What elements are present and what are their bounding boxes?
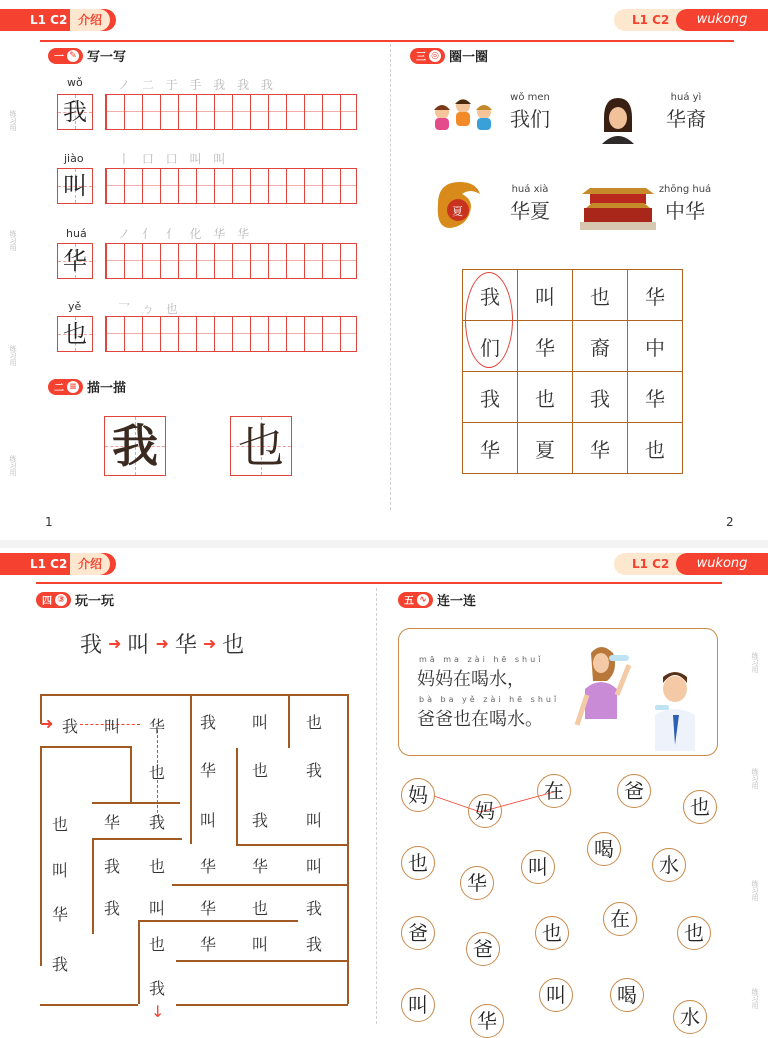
word-bubble[interactable]: 华 [470,1004,504,1038]
sequence-char: 华 [174,633,197,658]
word-bubble[interactable]: 也 [535,916,569,950]
trace-character: 我 [112,419,158,473]
maze-cell[interactable]: 也 [148,763,165,782]
brand-course-code: L1 C2 [632,13,670,27]
grid-cell[interactable]: 中 [628,321,683,372]
word-bubble[interactable]: 水 [652,848,686,882]
circle-icon: ◎ [429,50,441,62]
section-write-header [48,46,126,65]
maze-cell[interactable]: 叫 [51,861,68,880]
maze-cell[interactable]: 华 [199,857,216,876]
stroke-order: 乛 ㄅ 也 [118,302,182,316]
word-bubble[interactable]: 也 [683,790,717,824]
trace-icon: ≡ [67,381,79,393]
maze-cell[interactable]: 我 [61,717,78,736]
answer-circle [465,272,513,368]
word-hanzi: 我们 [510,107,550,131]
arrow-right-icon: ➜ [202,634,217,653]
story-line: 爸爸也在喝水。 [417,709,543,730]
trace-character: 也 [238,419,284,473]
pencil-icon: ✎ [67,50,79,62]
maze-cell[interactable]: 也 [51,815,68,834]
grid-cell[interactable]: 华 [463,423,518,474]
section-number-badge [410,48,445,64]
word-hanzi: 华裔 [666,107,706,131]
side-note: 练习用 [751,880,759,901]
course-code: L1 C2 [30,557,68,571]
grid-cell[interactable]: 叫 [518,270,573,321]
story-pinyin: bà ba yě zài hē shuǐ [419,695,560,704]
word-bubble[interactable]: 叫 [539,978,573,1012]
header-rule [40,40,734,42]
story-line: 妈妈在喝水， [417,669,525,690]
course-code: L1 C2 [30,13,68,27]
model-character-text: 叫 [63,172,87,200]
word-bubble[interactable]: 华 [460,866,494,900]
section-number: 四 [42,596,52,607]
side-note: 练习用 [751,652,759,673]
maze-cell[interactable]: 我 [305,761,322,780]
maze-cell[interactable]: 我 [199,713,216,732]
section-title: 连一连 [437,594,477,609]
maze-cell[interactable]: 也 [305,713,322,732]
maze-cell[interactable]: 我 [148,813,165,832]
word-bubble[interactable]: 叫 [401,988,435,1022]
maze-cell[interactable]: 我 [251,811,268,830]
word-bubble[interactable]: 叫 [521,850,555,884]
word-pinyin: huá xià [511,184,549,195]
grid-cell[interactable]: 夏 [518,423,573,474]
side-note: 练习用 [9,345,17,366]
word-huaxia [500,184,560,224]
maze-cell[interactable]: 我 [103,899,120,918]
grid-row [463,372,683,423]
model-character-text: 也 [63,320,87,348]
model-character-text: 华 [63,247,87,275]
word-bubble[interactable]: 水 [673,1000,707,1034]
maze-cell[interactable]: 叫 [103,717,120,736]
word-bubble[interactable]: 喝 [587,832,621,866]
brand-course-code: L1 C2 [632,557,670,571]
section-number: 二 [54,383,64,394]
model-character [57,316,93,352]
page-number-right: 2 [726,515,734,529]
section-number-badge [48,379,83,395]
word-pinyin: wǒ men [510,92,550,103]
maze-cell[interactable]: 叫 [305,857,322,876]
word-pinyin: huá yì [670,92,702,103]
maze-cell[interactable]: 我 [51,955,68,974]
model-character-text: 我 [63,98,87,126]
page-number-left: 1 [45,515,53,529]
maze-cell[interactable]: 华 [251,857,268,876]
bubble-field [0,548,768,1033]
course-tab: 介绍 [70,553,110,575]
maze-start-arrow-icon: ➜ [40,714,54,733]
pinyin-label: yě [68,300,82,313]
side-note: 练习用 [751,988,759,1009]
model-character [57,94,93,130]
model-character [57,168,93,204]
maze-cell[interactable]: 华 [103,813,120,832]
brand-tag [614,9,768,31]
section-number: 三 [416,52,426,63]
side-note: 练习用 [9,230,17,251]
section-number: 一 [54,52,64,63]
word-bubble[interactable]: 在 [603,902,637,936]
section-title: 描一描 [87,381,127,396]
story-pinyin: mā ma zài hē shuǐ [419,655,544,664]
word-zhonghua [655,184,715,224]
course-tag [0,9,116,31]
stroke-order: ノ 二 于 手 我 我 我 [118,78,277,92]
maze-cell[interactable]: 华 [148,717,165,736]
sequence-char: 也 [222,633,245,658]
writing-grid[interactable] [105,316,357,352]
maze-cell[interactable]: 我 [305,935,322,954]
trace-box[interactable] [230,416,292,476]
grid-cell[interactable]: 裔 [573,321,628,372]
writing-grid[interactable] [105,168,357,204]
svg-text:夏: 夏 [452,205,463,218]
maze-cell[interactable]: 也 [148,857,165,876]
dragon-icon [428,174,486,232]
word-pinyin: zhōng huá [658,184,712,195]
brand-logo: wukong [676,9,768,31]
grid-cell[interactable]: 华 [518,321,573,372]
side-note: 练习用 [9,110,17,131]
grid-cell[interactable]: 也 [573,270,628,321]
section-trace-header [48,377,126,396]
pinyin-label: huá [66,227,87,240]
pinyin-label: jiào [64,152,84,165]
woman-icon [598,96,638,144]
maze-cell[interactable]: 也 [251,761,268,780]
maze-cell[interactable]: 华 [199,761,216,780]
brand-logo: wukong [676,553,768,575]
grid-cell[interactable]: 也 [628,423,683,474]
section-number-badge [48,48,83,64]
word-bubble[interactable]: 也 [677,916,711,950]
word-bubble[interactable]: 喝 [610,978,644,1012]
model-character [57,243,93,279]
maze-cell[interactable]: 叫 [305,811,322,830]
section-title: 玩一玩 [75,594,115,609]
palace-icon [580,184,656,230]
writing-grid[interactable] [105,94,357,130]
word-bubble[interactable]: 在 [537,774,571,808]
word-bubble[interactable]: 爸 [617,774,651,808]
maze-cell[interactable]: 叫 [251,935,268,954]
maze-cell[interactable]: 我 [148,979,165,998]
grid-row [463,423,683,474]
maze-cell[interactable]: 叫 [148,899,165,918]
arrow-right-icon: ➜ [108,634,122,653]
maze-cell[interactable]: 我 [305,899,322,918]
grid-cell[interactable]: 我 [573,372,628,423]
grid-cell[interactable]: 们 [463,321,518,372]
side-note: 练习用 [751,768,759,789]
word-women [500,92,560,132]
grid-cell[interactable]: 华 [628,372,683,423]
section-circle-header [410,46,488,65]
maze-cell[interactable]: 叫 [251,713,268,732]
word-bubble[interactable]: 妈 [401,778,435,812]
maze-cell[interactable]: 叫 [199,811,216,830]
play-icon: ③ [55,594,67,606]
course-tab: 介绍 [70,9,110,31]
grid-cell[interactable]: 我 [463,270,518,321]
grid-cell[interactable]: 华 [573,423,628,474]
link-icon: ∿ [417,594,429,606]
stroke-order: ノ 亻 亻 化 华 华 [118,227,254,241]
word-hanzi: 华夏 [510,199,550,223]
page-divider [390,44,391,510]
word-bubble[interactable]: 也 [401,846,435,880]
grid-cell[interactable]: 我 [463,372,518,423]
word-hanzi: 中华 [665,199,705,223]
maze-cell[interactable]: 也 [251,899,268,918]
word-bubble[interactable]: 爸 [466,932,500,966]
maze-cell[interactable]: 我 [103,857,120,876]
section-number: 五 [404,596,414,607]
maze-cell[interactable]: 华 [199,899,216,918]
side-note: 练习用 [9,455,17,476]
writing-grid[interactable] [105,243,357,279]
maze-cell[interactable]: 华 [199,935,216,954]
sequence-char: 我 [80,633,103,658]
section-title: 写一写 [87,50,127,65]
section-title: 圈一圈 [449,50,489,65]
maze-cell[interactable]: 也 [148,935,165,954]
trace-box[interactable] [104,416,166,476]
pinyin-label: wǒ [67,76,83,89]
word-bubble[interactable]: 爸 [401,916,435,950]
sequence-char: 叫 [127,633,150,658]
stroke-order: 丨 口 口 叫 叫 [118,152,230,166]
grid-cell[interactable]: 华 [628,270,683,321]
maze-exit-arrow-icon: ↓ [151,1002,165,1021]
spread-gap [0,540,768,548]
word-bubble[interactable]: 妈 [468,794,502,828]
word-huayi [656,92,716,132]
maze-cell[interactable]: 华 [51,905,68,924]
bottom-spread [0,548,768,1033]
grid-cell[interactable]: 也 [518,372,573,423]
arrow-right-icon: ➜ [155,634,169,653]
children-icon [428,96,498,138]
